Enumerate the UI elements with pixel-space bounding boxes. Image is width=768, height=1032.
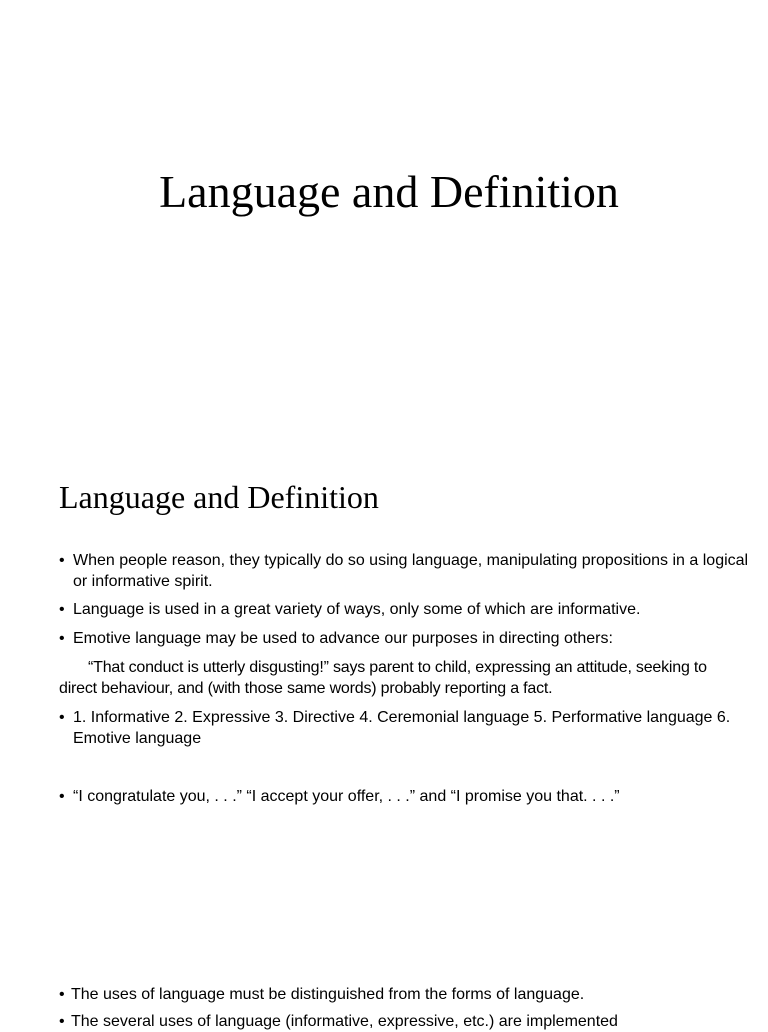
bullet-item: [59, 786, 749, 807]
bullet-icon: •: [59, 709, 65, 726]
quote-paragraph: “That conduct is utterly disgusting!” says parent to child, expressing an attitude, seeking to direct behaviour, and (with those same words) probably reporting a fact.: [59, 659, 707, 697]
bullet-item: [59, 628, 749, 649]
bullet-icon: •: [59, 1013, 65, 1030]
bullet-icon: •: [59, 552, 65, 569]
bullet-icon: •: [59, 630, 65, 647]
bullet-item: [59, 1011, 749, 1032]
bullet-text: 1. Informative 2. Expressive 3. Directive 4. Ceremonial language 5. Performative language 6. Emotive language: [73, 709, 731, 747]
section-heading: Language and Definition: [59, 479, 379, 515]
bullet-item: [59, 707, 749, 749]
slide-title: Language and Definition: [159, 166, 619, 217]
bullet-text: “I congratulate you, . . .” “I accept your offer, . . .” and “I promise you that. . . .”: [73, 788, 620, 805]
bullet-item: [59, 599, 749, 620]
bullet-text: The several uses of language (informative, expressive, etc.) are implemented: [71, 1013, 618, 1030]
bullet-icon: •: [59, 986, 65, 1003]
bullet-icon: •: [59, 788, 65, 805]
bullet-item: [59, 550, 749, 592]
bullet-item: [59, 984, 749, 1005]
bullet-text: The uses of language must be distinguished from the forms of language.: [71, 986, 585, 1003]
bullet-text: Language is used in a great variety of ways, only some of which are informative.: [73, 601, 641, 618]
bullet-text: Emotive language may be used to advance our purposes in directing others:: [73, 630, 613, 647]
bullet-icon: •: [59, 601, 65, 618]
bullet-text: When people reason, they typically do so using language, manipulating propositions in a logical or informative spirit.: [73, 552, 749, 590]
